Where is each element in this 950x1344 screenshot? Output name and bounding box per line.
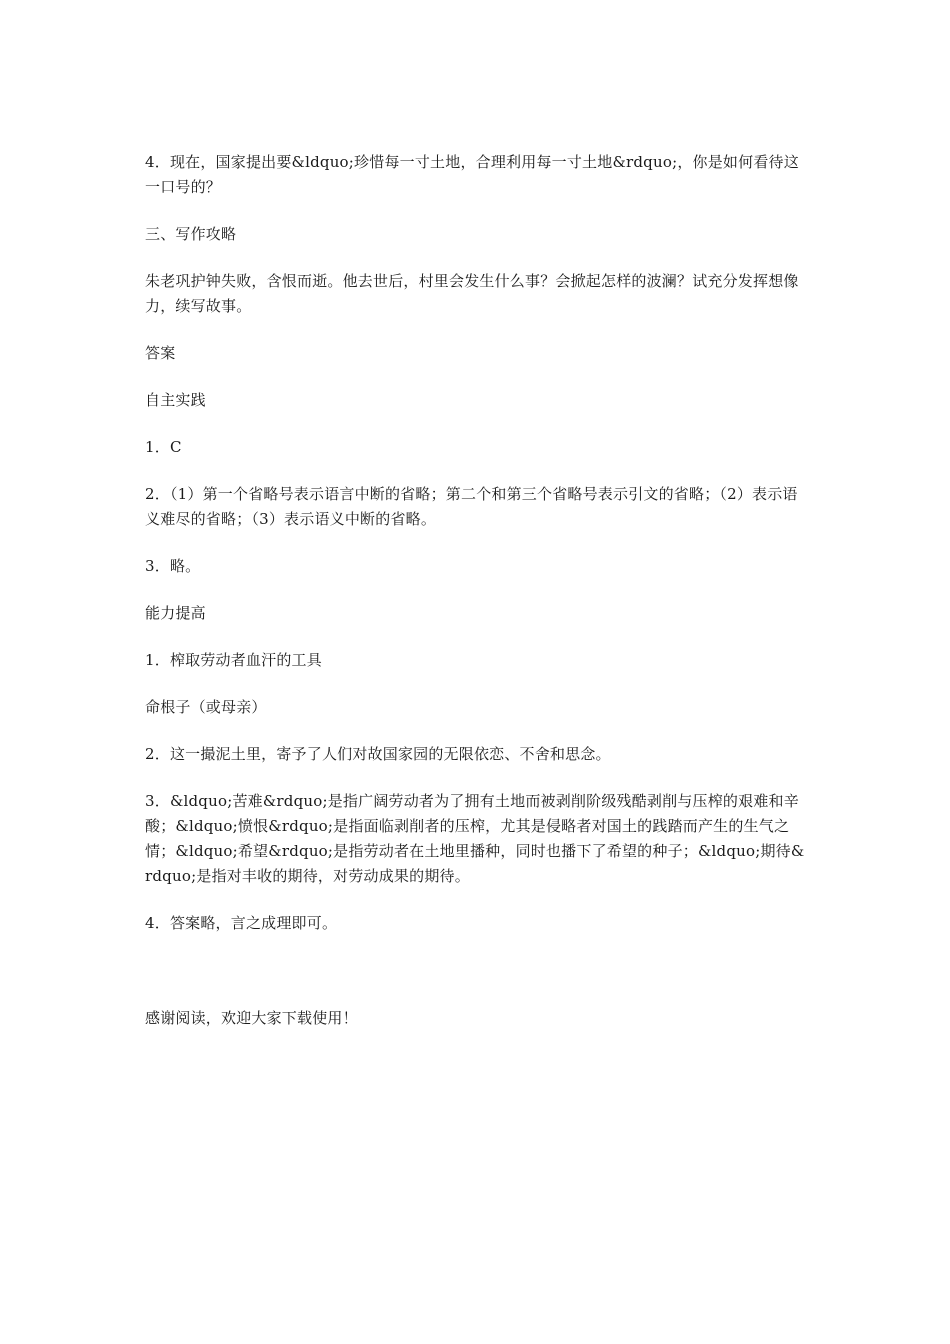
answer-ability-4: 4．答案略，言之成理即可。 [145,914,338,932]
writing-prompt: 朱老巩护钟失败，含恨而逝。他去世后，村里会发生什么事？会掀起怎样的波澜？试充分发挥想像力，续写故事。 [145,272,799,315]
spacer [145,958,810,1006]
subheading-ability: 能力提高 [145,604,206,622]
document-page [145,150,810,1053]
answer-ability-2: 2．这一撮泥土里，寄予了人们对故国家园的无限依恋、不舍和思念。 [145,745,611,763]
answer-ability-1: 1．榨取劳动者血汗的工具 [145,651,322,669]
subheading-self-practice: 自主实践 [145,391,206,409]
answer-practice-1: 1．C [145,438,182,456]
answers-heading: 答案 [145,344,176,362]
section-heading-writing: 三、写作攻略 [145,225,237,243]
answer-practice-3: 3．略。 [145,557,201,575]
answer-ability-3: 3．&ldquo;苦难&rdquo;是指广阔劳动者为了拥有土地而被剥削阶级残酷剥削与压榨的艰难和辛酸；&ldquo;愤恨&rdquo;是指面临剥削者的压榨，尤其是侵略者对国土的践踏而产生的生气之情；&ldquo;希望&rdquo;是指劳动者在土地里播种，同时也播下了希望的种子；&ldquo;期待&rdquo;是指对丰收的期待，对劳动成果的期待。 [145,792,805,885]
answer-practice-2: 2．（1）第一个省略号表示语言中断的省略；第二个和第三个省略号表示引文的省略；（2）表示语义难尽的省略；（3）表示语义中断的省略。 [145,485,798,528]
question-4: 4．现在，国家提出要&ldquo;珍惜每一寸土地，合理利用每一寸土地&rdquo;，你是如何看待这一口号的？ [145,153,799,196]
answer-ability-1-b: 命根子（或母亲） [145,698,267,716]
closing-note: 感谢阅读，欢迎大家下载使用！ [145,1009,358,1027]
